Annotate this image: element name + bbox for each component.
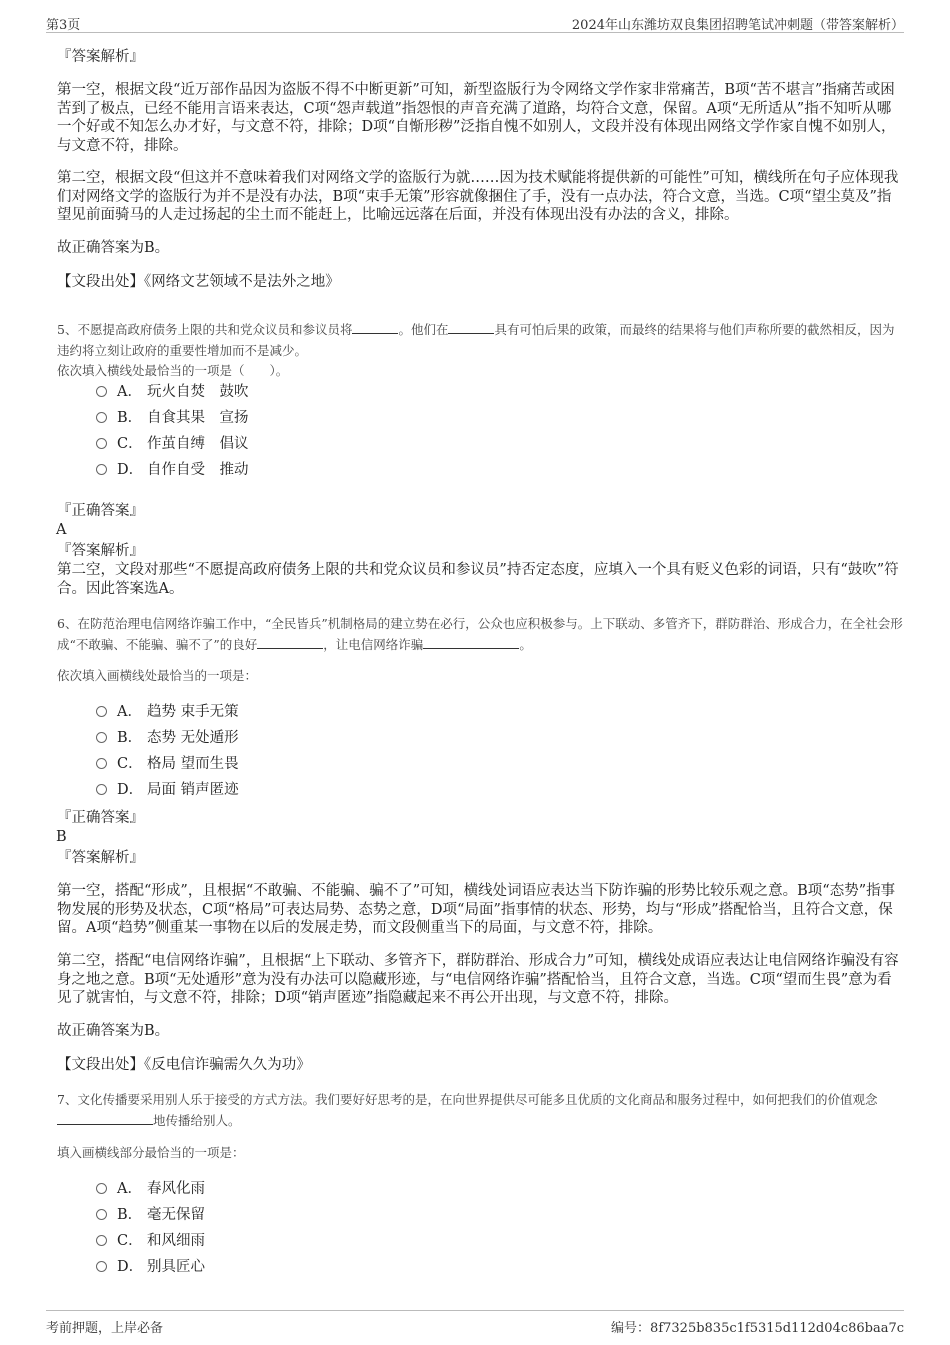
q5-answer: A	[56, 522, 67, 538]
q6-analysis-tag: 『答案解析』	[57, 850, 144, 866]
q4-source: 【文段出处】《网络文艺领域不是法外之地》	[57, 274, 340, 290]
q7-option-a[interactable]: A． 春风化雨	[96, 1179, 205, 1199]
q7-prompt: 填入画横线部分最恰当的一项是：	[57, 1145, 245, 1160]
radio-icon[interactable]	[96, 1183, 107, 1194]
footer-slogan: 考前押题，上岸必备	[46, 1321, 164, 1336]
q6-answer-tag: 『正确答案』	[57, 810, 144, 826]
radio-icon[interactable]	[96, 1261, 107, 1272]
q6-conclusion: 故正确答案为B。	[57, 1023, 170, 1039]
q5-analysis: 第二空，文段对那些“不愿提高政府债务上限的共和党众议员和参议员”持否定态度，应填入一个具有贬义色彩的词语，只有“鼓吹”符合。因此答案选A。	[57, 562, 899, 597]
q5-option-d[interactable]: D． 自作自受 推动	[96, 460, 249, 480]
page-header	[46, 12, 904, 33]
radio-icon[interactable]	[96, 758, 107, 769]
q5-stem: 5、不愿提高政府债务上限的共和党众议员和参议员将 。他们在 具有可怕后果的政策，而最终的结果将与他们声称所要的截然相反，因为违约将立刻让政府的重要性增加而不是减少。	[57, 322, 895, 358]
document-title: 2024年山东潍坊双良集团招聘笔试冲刺题（带答案解析）	[571, 18, 904, 33]
q6-option-a[interactable]: A． 趋势 束手无策	[96, 702, 239, 722]
q6-option-c[interactable]: C． 格局 望而生畏	[96, 754, 239, 774]
radio-icon[interactable]	[96, 732, 107, 743]
q7-option-d[interactable]: D． 别具匠心	[96, 1257, 205, 1277]
q6-source: 【文段出处】《反电信诈骗需久久为功》	[57, 1057, 311, 1073]
q7-stem: 7、文化传播要采用别人乐于接受的方式方法。我们要好好思考的是，在向世界提供尽可能多且优质的文化商品和服务过程中，如何把我们的价值观念地传播给别人。	[57, 1092, 878, 1128]
q6-prompt: 依次填入画横线处最恰当的一项是：	[57, 668, 258, 683]
q4-conclusion: 故正确答案为B。	[57, 240, 170, 256]
q7-option-b[interactable]: B． 毫无保留	[96, 1205, 205, 1225]
q6-stem: 6、在防范治理电信网络诈骗工作中，“全民皆兵”机制格局的建立势在必行，公众也应积极参与。上下联动、多管齐下，群防群治、形成合力，在全社会形成“不敢骗、不能骗、骗不了”的良好 ，让电信网络诈骗 。	[57, 616, 903, 652]
radio-icon[interactable]	[96, 1235, 107, 1246]
page-number: 第3页	[46, 18, 81, 33]
radio-icon[interactable]	[96, 438, 107, 449]
q6-option-d[interactable]: D． 局面 销声匿迹	[96, 780, 239, 800]
radio-icon[interactable]	[96, 706, 107, 717]
page-footer	[46, 1310, 904, 1335]
q5-option-b[interactable]: B． 自食其果 宣扬	[96, 408, 249, 428]
document-id: 编号：8f7325b835c1f5315d112d04c86baa7c	[611, 1321, 904, 1336]
radio-icon[interactable]	[96, 784, 107, 795]
q5-option-a[interactable]: A． 玩火自焚 鼓吹	[96, 382, 249, 402]
q6-analysis-para2: 第二空，搭配“电信网络诈骗”，且根据“上下联动、多管齐下，群防群治、形成合力”可知，横线处成语应表达让电信网络诈骗没有容身之地之意。B项“无处遁形”意为没有办法可以隐藏形迹，与“电信网络诈骗”搭配恰当，且符合文意，当选。C项“望而生畏”意为看见了就害怕，与文意不符，排除；D项“销声匿迹”指隐藏起来不再公开出现，与文意不符，排除。	[57, 953, 899, 1006]
radio-icon[interactable]	[96, 464, 107, 475]
q5-analysis-tag: 『答案解析』	[57, 543, 144, 559]
q5-answer-tag: 『正确答案』	[57, 503, 144, 519]
q4-analysis-tag: 『答案解析』	[57, 49, 144, 65]
q6-option-b[interactable]: B． 态势 无处遁形	[96, 728, 239, 748]
q4-analysis-para2: 第二空，根据文段“但这并不意味着我们对网络文学的盗版行为就……因为技术赋能将提供新的可能性”可知，横线所在句子应体现我们对网络文学的盗版行为并不是没有办法，B项“束手无策”形容就像捆住了手，没有一点办法，符合文意，当选。C项“望尘莫及”指望见前面骑马的人走过扬起的尘土而不能赶上，比喻远远落在后面，并没有体现出没有办法的含义，排除。	[57, 170, 899, 223]
radio-icon[interactable]	[96, 1209, 107, 1220]
q5-prompt: 依次填入横线处最恰当的一项是（ ）。	[57, 363, 289, 378]
q6-analysis-para1: 第一空，搭配“形成”，且根据“不敢骗、不能骗、骗不了”可知，横线处词语应表达当下防诈骗的形势比较乐观之意。B项“态势”指事物发展的形势及状态，C项“格局”可表达局势、态势之意，D项“局面”指事情的状态、形势，均与“形成”搭配恰当，且符合文意，保留。A项“趋势”侧重某一事物在以后的发展走势，而文段侧重当下的局面，与文意不符，排除。	[57, 883, 896, 936]
q7-option-c[interactable]: C． 和风细雨	[96, 1231, 205, 1251]
q6-answer: B	[56, 829, 67, 845]
q5-option-c[interactable]: C． 作茧自缚 倡议	[96, 434, 249, 454]
radio-icon[interactable]	[96, 412, 107, 423]
radio-icon[interactable]	[96, 386, 107, 397]
q4-analysis-para1: 第一空，根据文段“近万部作品因为盗版不得不中断更新”可知，新型盗版行为令网络文学作家非常痛苦，B项“苦不堪言”指痛苦或困苦到了极点，已经不能用言语来表达，C项“怨声载道”指怨恨的声音充满了道路，均符合文意，保留。A项“无所适从”指不知听从哪一个好或不知怎么办才好，与文意不符，排除；D项“自惭形秽”泛指自愧不如别人，文段并没有体现出网络文学作家自愧不如别人，与文意不符，排除。	[57, 82, 896, 154]
